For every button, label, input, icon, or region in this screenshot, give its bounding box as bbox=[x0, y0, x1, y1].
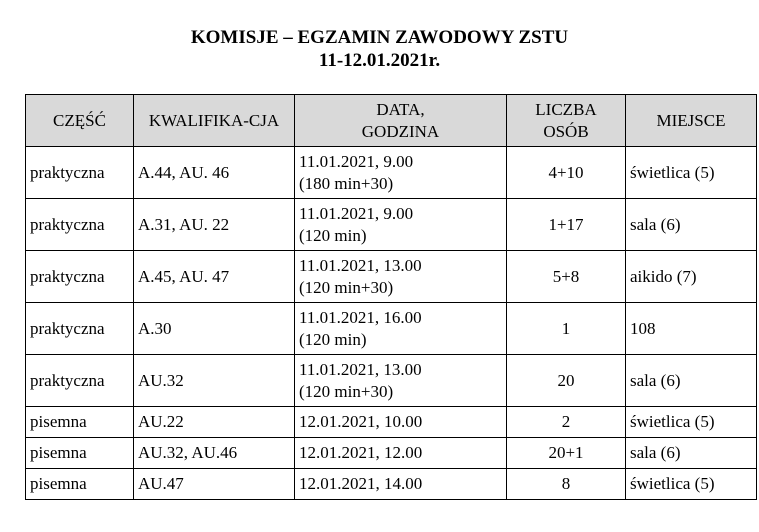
cell-count: 1+17 bbox=[507, 199, 626, 251]
cell-qualification: AU.32 bbox=[134, 355, 295, 407]
cell-date-time: 11.01.2021, 9.00 bbox=[299, 151, 414, 171]
cell-place: sala (6) bbox=[626, 355, 757, 407]
header-count-line1: LICZBA bbox=[535, 99, 597, 119]
cell-count: 4+10 bbox=[507, 147, 626, 199]
header-part-label: CZĘŚĆ bbox=[53, 110, 106, 130]
cell-count: 20 bbox=[507, 355, 626, 407]
cell-date bbox=[295, 355, 507, 407]
cell-qualification: AU.32, AU.46 bbox=[134, 438, 295, 469]
cell-place: sala (6) bbox=[626, 438, 757, 469]
cell-part: pisemna bbox=[26, 407, 134, 438]
cell-qualification: AU.22 bbox=[134, 407, 295, 438]
cell-part: praktyczna bbox=[26, 303, 134, 355]
table-row bbox=[26, 199, 757, 251]
cell-part: praktyczna bbox=[26, 355, 134, 407]
table-row bbox=[26, 303, 757, 355]
cell-date-time: 11.01.2021, 9.00 bbox=[299, 203, 414, 223]
cell-part: praktyczna bbox=[26, 199, 134, 251]
cell-count: 2 bbox=[507, 407, 626, 438]
cell-place: świetlica (5) bbox=[626, 469, 757, 500]
header-count bbox=[507, 95, 626, 147]
cell-date-time: 11.01.2021, 13.00 bbox=[299, 255, 422, 275]
cell-date bbox=[295, 147, 507, 199]
exam-schedule-table bbox=[25, 94, 757, 500]
table-header-row bbox=[26, 95, 757, 147]
cell-date: 12.01.2021, 14.00 bbox=[295, 469, 507, 500]
cell-date bbox=[295, 199, 507, 251]
table-row bbox=[26, 407, 757, 438]
cell-part: praktyczna bbox=[26, 147, 134, 199]
table-row bbox=[26, 438, 757, 469]
cell-date-time: 11.01.2021, 16.00 bbox=[299, 307, 422, 327]
cell-place: świetlica (5) bbox=[626, 147, 757, 199]
cell-count: 8 bbox=[507, 469, 626, 500]
cell-duration: (180 min+30) bbox=[299, 173, 394, 193]
cell-count: 1 bbox=[507, 303, 626, 355]
cell-duration: (120 min+30) bbox=[299, 277, 394, 297]
cell-qualification: AU.47 bbox=[134, 469, 295, 500]
header-place-label: MIEJSCE bbox=[656, 110, 726, 130]
cell-date bbox=[295, 303, 507, 355]
cell-qualification: A.30 bbox=[134, 303, 295, 355]
table-row bbox=[26, 251, 757, 303]
header-date-line2: GODZINA bbox=[361, 121, 440, 141]
header-count-line2: OSÓB bbox=[543, 121, 589, 141]
cell-qualification: A.31, AU. 22 bbox=[134, 199, 295, 251]
table-row bbox=[26, 355, 757, 407]
cell-part: praktyczna bbox=[26, 251, 134, 303]
cell-place: sala (6) bbox=[626, 199, 757, 251]
cell-place: świetlica (5) bbox=[626, 407, 757, 438]
cell-duration: (120 min+30) bbox=[299, 381, 394, 401]
table-row bbox=[26, 469, 757, 500]
cell-qualification: A.45, AU. 47 bbox=[134, 251, 295, 303]
header-qualification bbox=[134, 95, 295, 147]
cell-date bbox=[295, 251, 507, 303]
cell-duration: (120 min) bbox=[299, 329, 367, 349]
cell-date-time: 11.01.2021, 13.00 bbox=[299, 359, 422, 379]
cell-place: 108 bbox=[626, 303, 757, 355]
table-row bbox=[26, 147, 757, 199]
cell-qualification: A.44, AU. 46 bbox=[134, 147, 295, 199]
cell-count: 20+1 bbox=[507, 438, 626, 469]
cell-count: 5+8 bbox=[507, 251, 626, 303]
header-date bbox=[295, 95, 507, 147]
cell-date: 12.01.2021, 12.00 bbox=[295, 438, 507, 469]
cell-date: 12.01.2021, 10.00 bbox=[295, 407, 507, 438]
cell-duration: (120 min) bbox=[299, 225, 367, 245]
header-qualification-label: KWALIFIKA-CJA bbox=[148, 110, 280, 130]
document-title: KOMISJE – EGZAMIN ZAWODOWY ZSTU bbox=[190, 27, 569, 48]
cell-part: pisemna bbox=[26, 469, 134, 500]
cell-place: aikido (7) bbox=[626, 251, 757, 303]
header-part bbox=[26, 95, 134, 147]
header-place bbox=[626, 95, 757, 147]
document-date-range: 11-12.01.2021r. bbox=[318, 50, 441, 71]
header-date-line1: DATA, bbox=[376, 99, 425, 119]
cell-part: pisemna bbox=[26, 438, 134, 469]
